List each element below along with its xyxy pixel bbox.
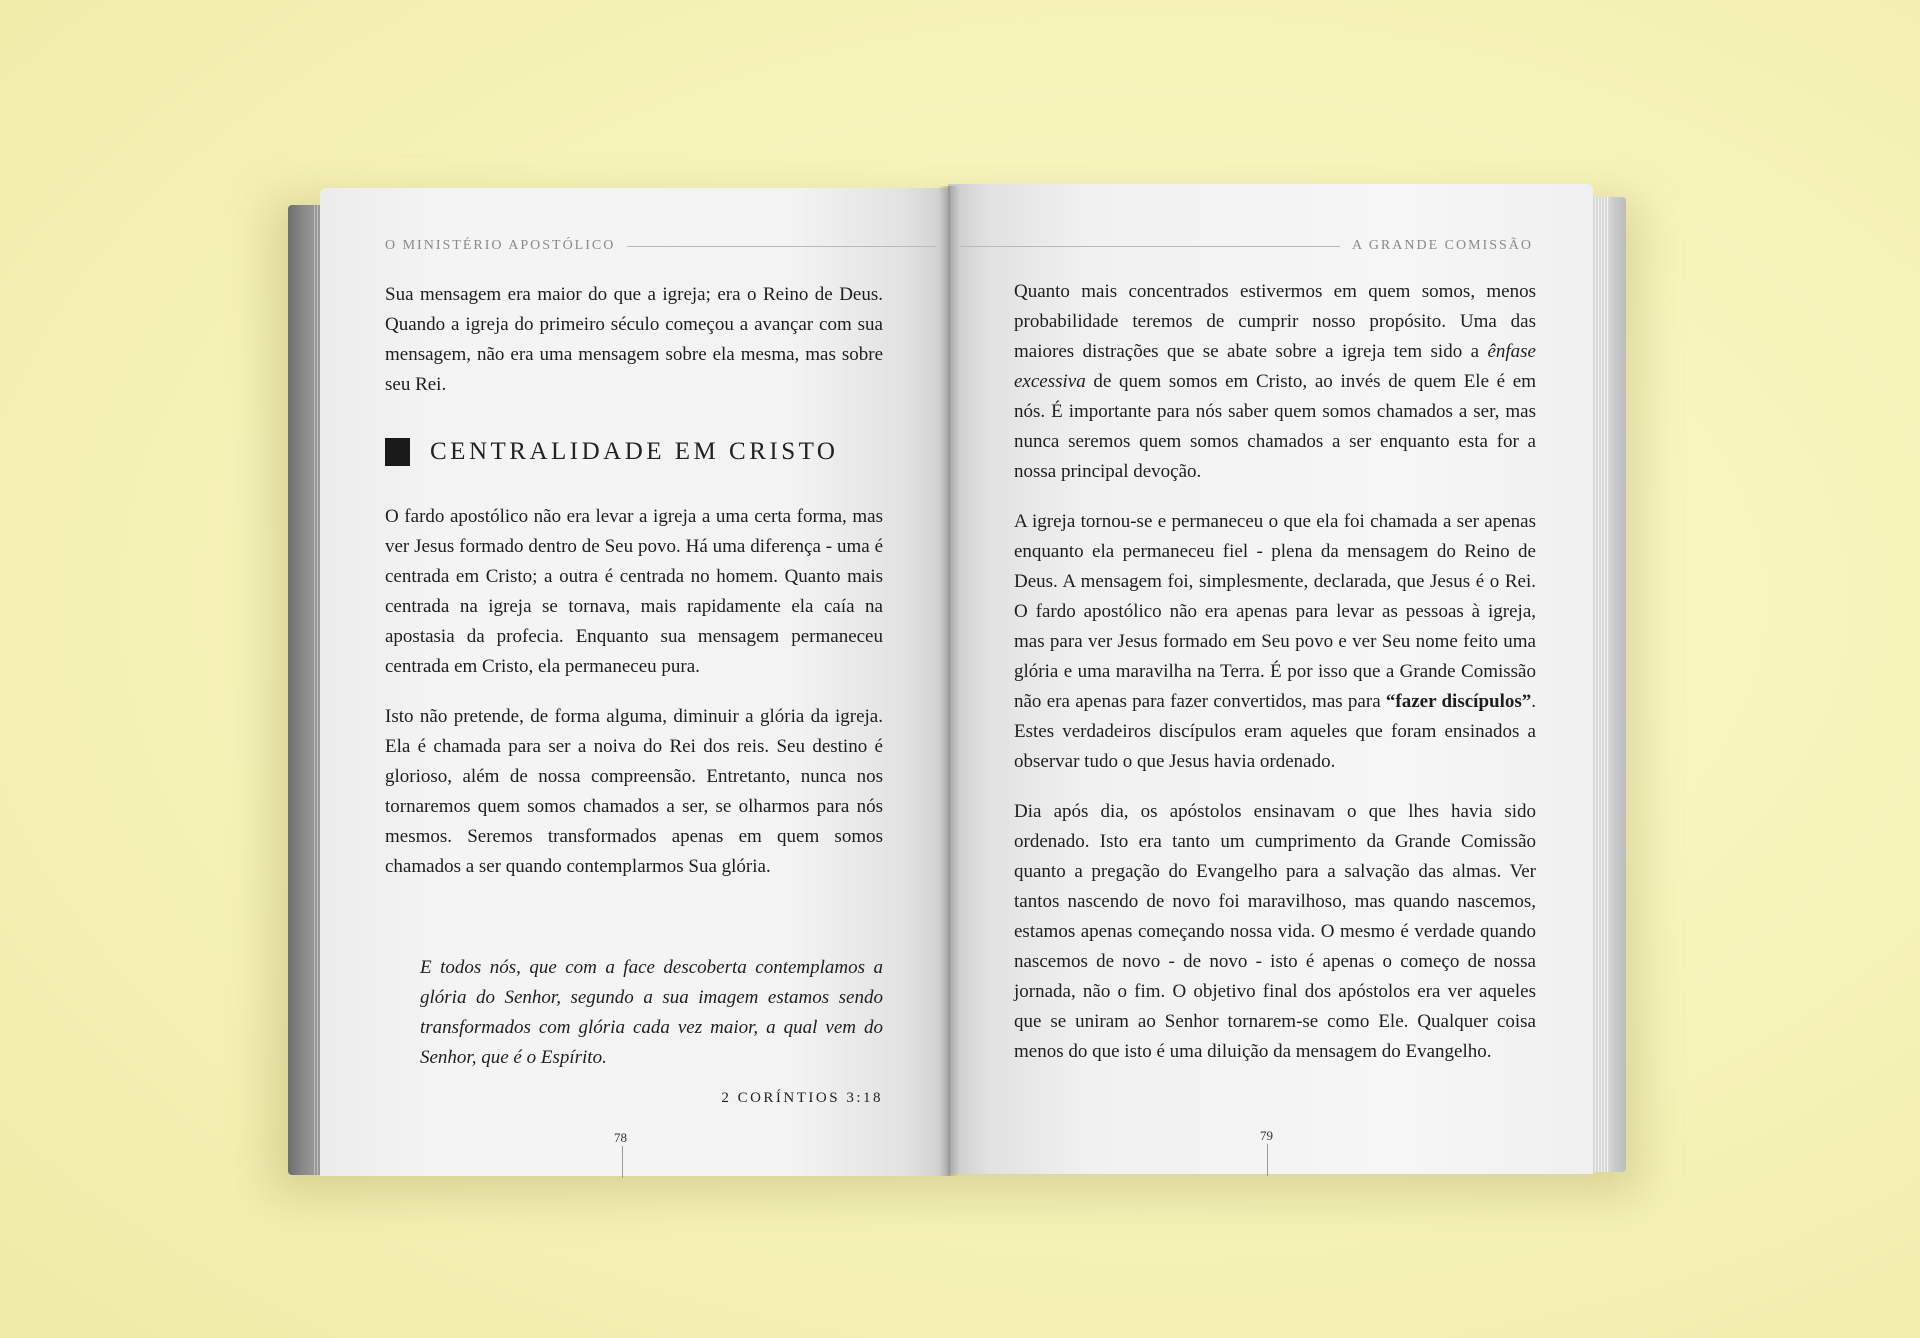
right-paragraph-1-start: Quanto mais concentrados estivermos em quem somos, menos probabilidade teremos de cumprir nosso propósito. Uma das maiores distrações que se abate sobre a igreja tem sido a (1014, 281, 1536, 362)
book-gutter (938, 186, 960, 1176)
emphasis-text: ênfase excessiva (1014, 341, 1536, 392)
right-page (948, 184, 1593, 1174)
heading-square-icon (385, 438, 410, 466)
section-heading-text: CENTRALIDADE EM CRISTO (430, 438, 839, 465)
right-running-head-rule (960, 246, 1340, 247)
section-heading (385, 438, 838, 466)
right-paragraph-2-end: . Estes verdadeiros discípulos eram aqueles que foram ensinados a observar tudo o que Jesus havia ordenado. (1014, 691, 1536, 772)
right-paragraph-1-end: de quem somos em Cristo, ao invés de quem Ele é em nós. É importante para nós saber quem somos chamados a ser, mas nunca seremos quem somos chamados a ser enquanto esta for a nossa principal devoção. (1014, 371, 1536, 482)
scripture-reference: 2 CORÍNTIOS 3:18 (721, 1090, 883, 1106)
right-paragraph-1 (1014, 277, 1536, 487)
left-intro-text (385, 280, 883, 420)
left-section-paragraph-2: Isto não pretende, de forma alguma, diminuir a glória da igreja. Ela é chamada para ser a noiva do Rei dos reis. Seu destino é glorioso, além de nossa compreensão. Entretanto, nunca nos tornaremos quem somos chamados a ser, se olharmos para nós mesmos. Seremos transformados apenas em quem somos chamados a ser quando contemplarmos Sua glória. (385, 706, 883, 877)
right-text (1014, 277, 1536, 1087)
right-page-stack (1588, 197, 1626, 1172)
left-running-head-rule (627, 246, 936, 247)
left-section-text (385, 502, 883, 902)
left-section-paragraph-1: O fardo apostólico não era levar a igreja a uma certa forma, mas ver Jesus formado dentro de Seu povo. Há uma diferença - uma é centrada em Cristo; a outra é centrada no homem. Quanto mais centrada na igreja se tornava, mais rapidamente ela caía na apostasia da profecia. Enquanto sua mensagem permaneceu centrada em Cristo, ela permaneceu pura. (385, 506, 883, 677)
left-page (320, 188, 948, 1176)
right-paragraph-3: Dia após dia, os apóstolos ensinavam o que lhes havia sido ordenado. Isto era tanto um cumprimento da Grande Comissão quanto a pregação do Evangelho para a salvação das almas. Ver tantos nascendo de novo foi maravilhoso, mas quando nascemos, estamos apenas começando nossa vida. O mesmo é verdade quando nascemos de novo - de novo - isto é apenas o começo de nossa jornada, não o fim. O objetivo final dos apóstolos era ver aqueles que se uniram ao Senhor tornarem-se como Ele. Qualquer coisa menos do que isto é uma diluição da mensagem do Evangelho. (1014, 801, 1536, 1062)
left-folio-line (622, 1146, 623, 1178)
right-running-head (948, 238, 1533, 254)
scripture-quote: E todos nós, que com a face descoberta contemplamos a glória do Senhor, segundo a sua imagem estamos sendo transformados com glória cada vez maior, a qual vem do Senhor, que é o Espírito. (420, 957, 883, 1068)
right-running-head-text: A GRANDE COMISSÃO (1351, 238, 1533, 253)
bold-text: “fazer discípulos” (1385, 691, 1532, 712)
left-intro-paragraph: Sua mensagem era maior do que a igreja; era o Reino de Deus. Quando a igreja do primeiro século começou a avançar com sua mensagem, não era uma mensagem sobre ela mesma, mas sobre seu Rei. (385, 284, 883, 395)
right-page-number: 79 (1260, 1128, 1273, 1143)
left-running-head (385, 238, 948, 254)
left-running-head-text: O MINISTÉRIO APOSTÓLICO (385, 238, 616, 253)
left-page-number: 78 (614, 1130, 627, 1145)
right-paragraph-2-start: A igreja tornou-se e permaneceu o que ela foi chamada a ser apenas enquanto ela permaneceu fiel - plena da mensagem do Reino de Deus. A mensagem foi, simplesmente, declarada, que Jesus é o Rei. O fardo apostólico não era apenas para levar as pessoas à igreja, mas para ver Jesus formado em Seu povo e ver Seu nome feito uma glória e uma maravilha na Terra. É por isso que a Grande Comissão não era apenas para fazer convertidos, mas para (1014, 511, 1536, 712)
right-paragraph-2 (1014, 507, 1536, 777)
right-folio-line (1267, 1144, 1268, 1176)
